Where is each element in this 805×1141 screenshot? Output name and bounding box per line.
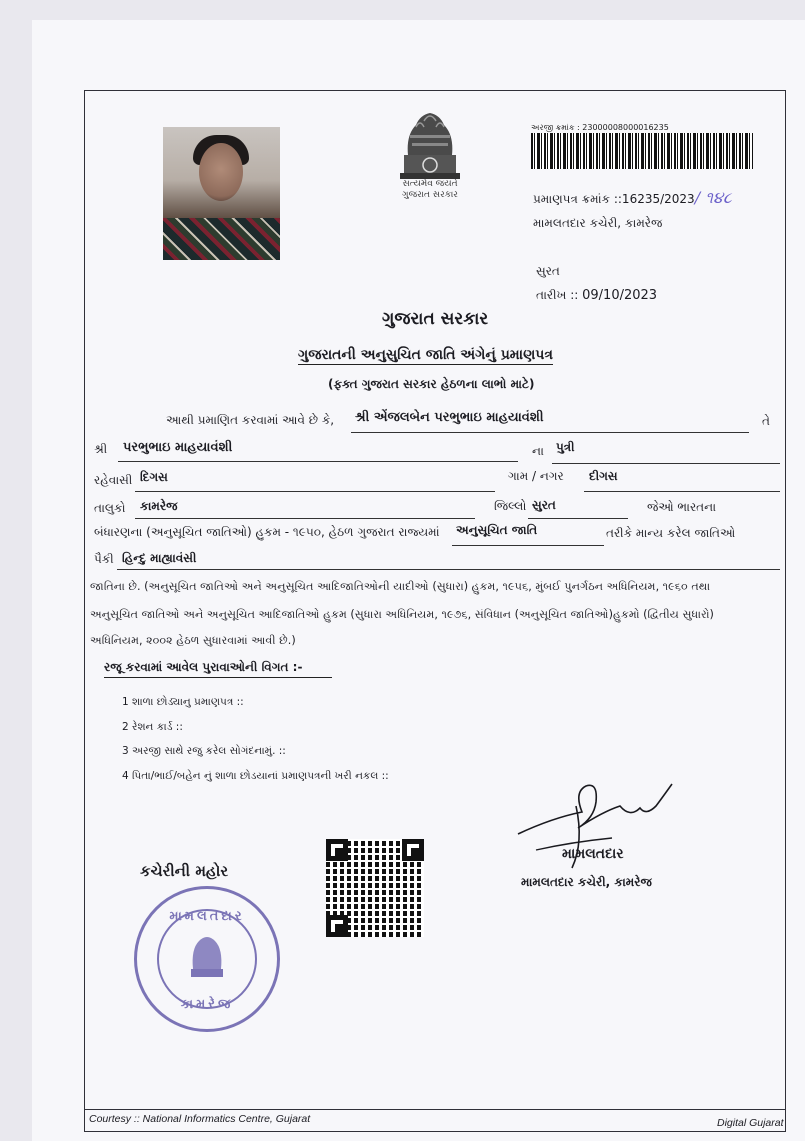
certificate-subtitle: (ફક્ત ગુજરાત સરકાર હેઠળના લાભો માટે) [328,377,535,391]
applicant-name: શ્રી એંજલબેન પરભુભાઇ માહયાવંશી [355,410,544,425]
caste-value: હિન્દુ માહ્યાવંસી [122,551,197,565]
taluka-label: તાલુકો [94,501,126,515]
certificate-title: ગુજરાતની અનુસુચિત જાતિ અંગેનું પ્રમાણપત્ર [298,347,554,363]
shri-text: શ્રી [94,442,108,456]
village-value: દીગસ [589,469,618,483]
evidence-list [122,690,389,788]
district-value: સુરત [532,498,556,512]
certificate-number-handwritten: / ૧૪૮ [694,188,732,207]
seal-text-bottom: કામરેજ [180,997,234,1012]
emblem-government: ગુજરાત સરકાર [402,190,458,200]
jeo-bharat-text: જેઓ ભારતના [647,500,717,514]
taluka-value: કામરેજ [140,499,178,513]
issue-date-row [536,288,657,303]
resident-value: દિગસ [140,470,168,484]
constitution-text: બંધારણના (અનુસૂચિત જાતિઓ) હુકમ - ૧૯૫૦, હેઠળ ગુજરાત રાજ્યમાં [94,525,440,539]
relation-line [552,463,780,464]
evidence-item: 3 અરજી સાથે રજુ કરેલ સોગંદનામું. :: [122,745,286,757]
issuing-city: સુરત [536,264,560,278]
resident-line [135,491,495,492]
office-seal-label: કચેરીની મહોર [140,862,229,880]
father-name: પરભુભાઇ માહયાવંશી [123,440,233,455]
certify-prefix: આથી પ્રમાણિત કરવામાં આવે છે કે, [166,413,335,427]
application-number: અરજી ક્રમાંક : 23000008000016235 [531,123,669,132]
legal-paragraph-line-3: અધિનિયમ, ૨૦૦૨ હેઠળ સુધારવામાં આવી છે.) [90,634,296,647]
recognized-text: તરીકે માન્ય કરેલ જાતિઓ [606,526,736,540]
caste-line [117,569,780,570]
issue-date-label: તારીખ :: [536,288,579,302]
government-title: ગુજરાત સરકાર [382,309,489,329]
applicant-name-line [351,432,749,433]
caste-category: અનુસૂચિત જાતિ [456,523,538,537]
seal-emblem-icon [185,931,229,983]
emblem-motto: સત્યમેવ જયતે [402,179,458,189]
paiki-text: પૈકી [94,552,114,566]
brand-text: Digital Gujarat [717,1117,784,1129]
signatory-office: મામલતદાર કચેરી, કામરેજ [521,875,652,889]
office-seal-stamp [134,886,280,1032]
na-text: ના [532,444,544,458]
seal-text-top: મામલતદાર [169,909,245,924]
footer-divider [84,1109,786,1110]
certificate-number: ::16235/2023 [613,192,695,206]
evidence-heading: રજૂ કરવામાં આવેલ પુરાવાઓની વિગત :- [104,660,332,678]
district-line [528,518,628,519]
district-label: જિલ્લો [494,499,527,513]
relation: પુત્રી [556,440,575,454]
taluka-line [135,518,475,519]
issue-date: 09/10/2023 [582,288,658,303]
village-label: ગામ / નગર [508,469,564,483]
verification-qr-code[interactable] [326,839,424,937]
village-line [584,491,780,492]
signatory-title: મામલતદાર [562,846,624,862]
caste-category-line [452,545,604,546]
legal-paragraph-line-1: જાતિના છે. (અનુસૂચિત જાતિઓ અને અનુસૂચિત આદિજાતિઓની યાદીઓ (સુધારા) હુકમ, ૧૯૫૬, મુંબઈ પુનર્ગઠન અધિનિયમ, ૧૯૬૦ તથા [90,580,711,593]
emblem-caption [378,179,482,201]
issuing-office: મામલતદાર કચેરી, કામરેજ [533,216,663,230]
evidence-item: 1 શાળા છોડ્યાનુ પ્રમાણપત્ર :: [122,696,244,708]
legal-paragraph-line-2: અનુસૂચિત જાતિઓ અને અનુસૂચિત આદિજાતિઓ હુકમ (સુધારા અધિનિયમ, ૧૯૭૬, સંવિધાન (અનુસૂચિત જાતિઓ)હુકમો (દ્વિતીય સુધારો) [90,608,714,621]
certificate-number-label: પ્રમાણપત્ર ક્રમાંક [533,192,611,206]
te-text: તે [762,414,770,428]
courtesy-text: Courtesy :: National Informatics Centre, Gujarat [89,1113,311,1125]
application-barcode [531,133,753,169]
evidence-item: 2 રેશન કાર્ડ :: [122,720,183,733]
certificate-number-row [533,188,732,208]
resident-label: રહેવાસી [94,473,133,487]
evidence-item: 4 પિતા/ભાઈ/બહેન નું શાળા છોડયાનાં પ્રમાણપત્રની ખરી નકલ :: [122,769,389,782]
applicant-photo [163,127,280,260]
father-name-line [118,461,518,462]
